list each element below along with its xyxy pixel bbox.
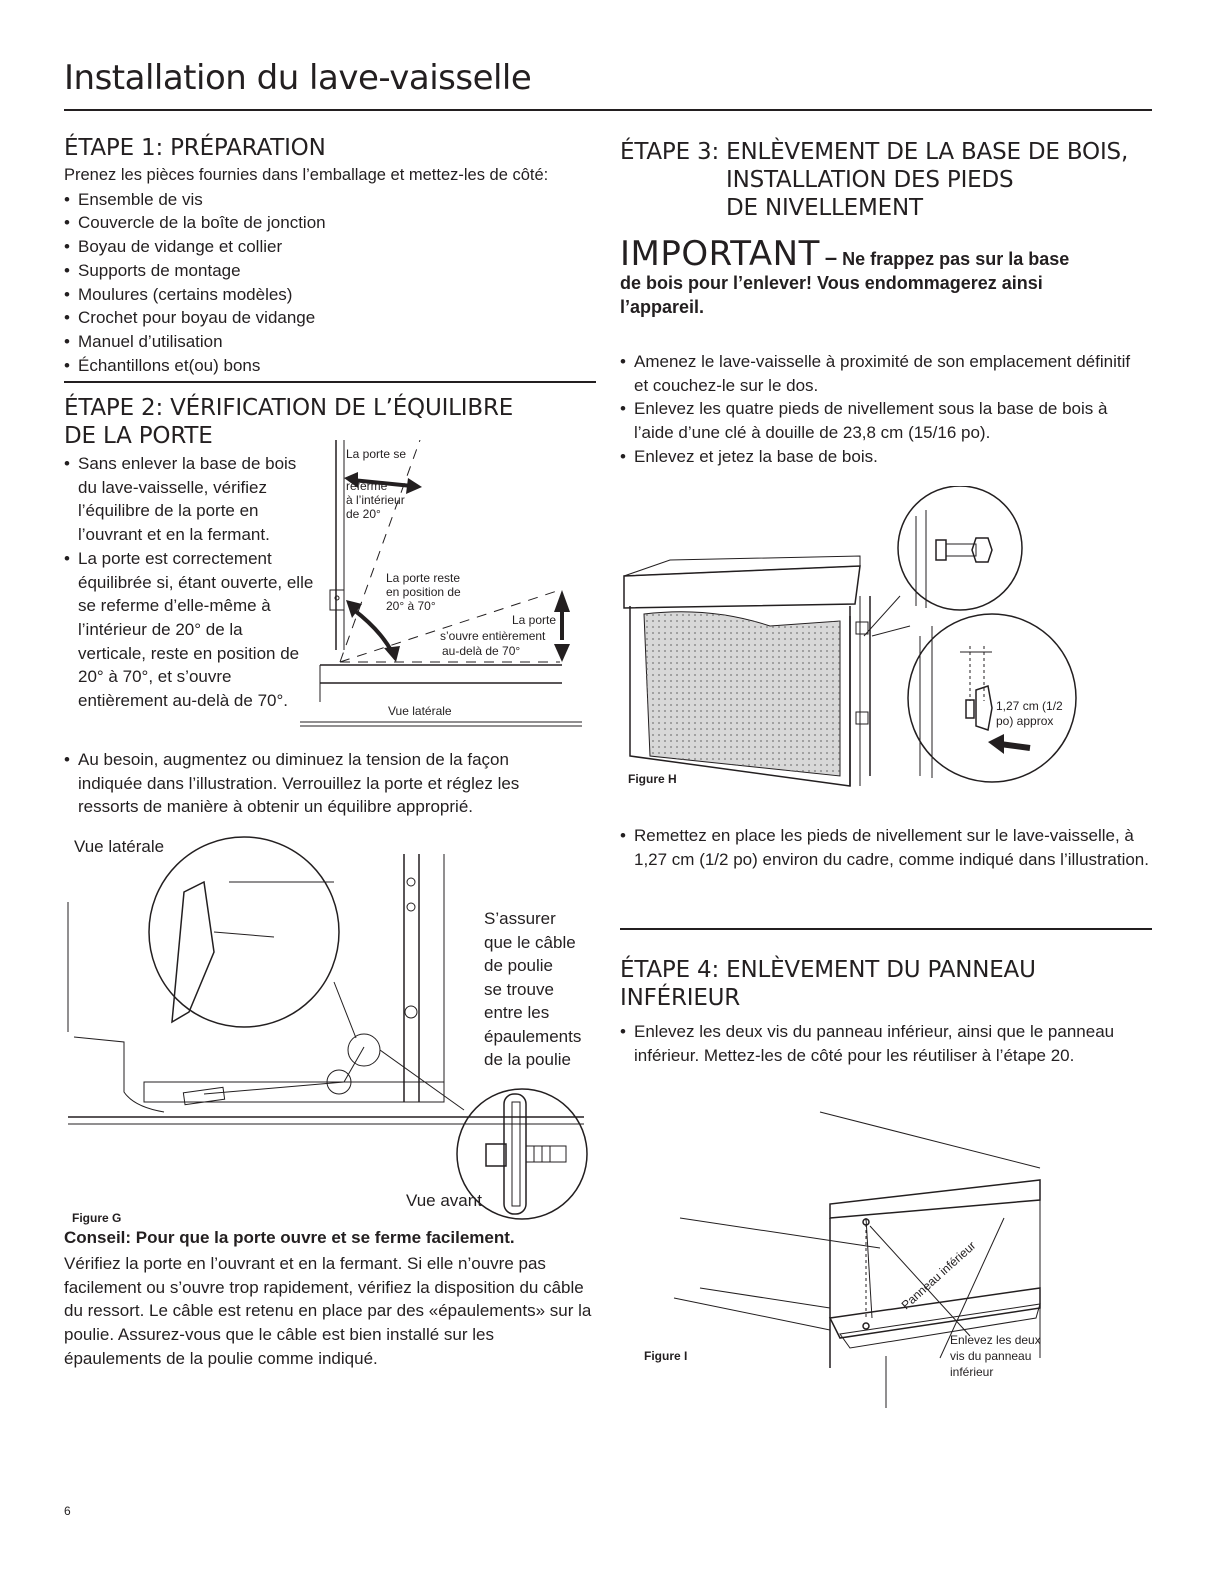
figure-g-note-5: entre les xyxy=(484,1003,550,1022)
step2-bullets-wide xyxy=(64,748,564,819)
figure-g-front-view: Vue avant xyxy=(406,1191,482,1210)
tip-body: Vérifiez la porte en l’ouvrant et en la fermant. Si elle n’ouvre pas facilement ou s’ouvre trop rapidement, vérifiez la disposition du câble du ressort. Le câble est retenu en place par des «épaulements» sur la poulie. Assurez-vous que le câble est bien installé sur les épaulements de la poulie comme indiqué. xyxy=(64,1254,592,1368)
step1-part-item: • Supports de montage xyxy=(64,259,596,283)
step1-part-item: • Moulures (certains modèles) xyxy=(64,283,596,307)
title-rule xyxy=(64,109,1152,111)
diagram-label-l3: à l’intérieur xyxy=(346,493,405,507)
important-text-1: Ne frappez pas sur la base xyxy=(842,249,1070,269)
diagram-label-r3: au-delà de 70° xyxy=(442,644,521,658)
step4-section xyxy=(620,956,1152,1012)
step2-bullet-3: • Au besoin, augmentez ou diminuez la tension de la façon indiquée dans l’illustration. Verrouillez la porte et réglez les ressorts de manière à obtenir un équilibre approprié. xyxy=(64,748,564,819)
step3-rule xyxy=(620,928,1152,930)
step1-parts-list xyxy=(64,188,596,378)
step3-bullet-1: • Amenez le lave-vaisselle à proximité de son emplacement définitif et couchez-le sur le dos. xyxy=(620,350,1140,397)
figure-g-note-6: épaulements xyxy=(484,1027,582,1046)
step2-heading-line2: DE LA PORTE xyxy=(64,423,213,449)
figure-g-side-view: Vue latérale xyxy=(74,837,165,856)
step3-section xyxy=(620,138,1152,222)
diagram-label-r1: La porte xyxy=(512,613,557,627)
tip-heading: Conseil: Pour que la porte ouvre et se ferme facilement. xyxy=(64,1228,515,1247)
important-dash: – xyxy=(824,245,838,270)
page-title: Installation du lave-vaisselle xyxy=(64,58,532,98)
step1-part-item: • Ensemble de vis xyxy=(64,188,596,212)
step4-bullets xyxy=(620,1020,1140,1067)
figure-h-dim-2: po) approx xyxy=(996,714,1054,728)
figure-g-illustration xyxy=(64,832,596,1232)
figure-i-screws-1: Enlevez les deux xyxy=(950,1333,1041,1347)
diagram-label-m1: La porte reste xyxy=(386,571,461,585)
step1-rule xyxy=(64,381,596,383)
step2-heading-line1: ÉTAPE 2: VÉRIFICATION DE L’ÉQUILIBRE xyxy=(64,395,514,421)
figure-i-screws-3: inférieur xyxy=(950,1365,994,1379)
step2-bullet-2: • La porte est correctement équilibrée si, étant ouverte, elle se referme d’elle-même à l’intérieur de 20° de la verticale, reste en position de 20° à 70°, et s’ouvre entièrement au-delà de 70°. xyxy=(64,547,314,713)
figure-g-note-3: de poulie xyxy=(484,956,554,975)
important-text-2: de bois pour l’enlever! Vous endommagerez ainsi xyxy=(620,273,1043,293)
step4-bullet-1: • Enlevez les deux vis du panneau inférieur, ainsi que le panneau inférieur. Mettez-les de côté pour les réutiliser à l’étape 20. xyxy=(620,1020,1140,1067)
step3-heading-line3: DE NIVELLEMENT xyxy=(726,195,923,221)
figure-g-note-7: de la poulie xyxy=(484,1050,571,1069)
step2-bullets-narrow xyxy=(64,452,314,713)
step1-part-item: • Couvercle de la boîte de jonction xyxy=(64,211,596,235)
step3-bullet-4: • Remettez en place les pieds de nivellement sur le lave-vaisselle, à 1,27 cm (1/2 po) environ du cadre, comme indiqué dans l’illustration. xyxy=(620,824,1150,871)
step3-bullets xyxy=(620,350,1140,469)
step1-heading: ÉTAPE 1: PRÉPARATION xyxy=(64,135,326,161)
figure-g-note-4: se trouve xyxy=(484,980,554,999)
step3-bullet-3: • Enlevez et jetez la base de bois. xyxy=(620,445,1140,469)
figure-i-illustration xyxy=(640,1108,1060,1418)
figure-h-illustration xyxy=(620,486,1080,796)
step3-heading-line2: INSTALLATION DES PIEDS xyxy=(726,167,1014,193)
diagram-label-m3: 20° à 70° xyxy=(386,599,436,613)
step1-part-item: • Échantillons et(ou) bons xyxy=(64,354,596,378)
figure-h-dim-1: 1,27 cm (1/2 xyxy=(996,699,1063,713)
door-balance-diagram xyxy=(300,440,590,740)
step3-bullet-2: • Enlevez les quatre pieds de nivellement sous la base de bois à l’aide d’une clé à douille de 23,8 cm (15/16 po). xyxy=(620,397,1140,444)
diagram-label-l2: referme xyxy=(346,479,388,493)
figure-i-panel-label: Panneau inférieur xyxy=(898,1238,979,1313)
figure-i-screws-2: vis du panneau xyxy=(950,1349,1032,1363)
step4-heading-line1: ÉTAPE 4: ENLÈVEMENT DU PANNEAU xyxy=(620,957,1036,983)
diagram-label-m2: en position de xyxy=(386,585,461,599)
step2-bullet-1: • Sans enlever la base de bois du lave-vaisselle, vérifiez l’équilibre de la porte en l’ouvrant et en la fermant. xyxy=(64,452,314,547)
figure-i-caption: Figure I xyxy=(644,1349,688,1363)
step1-section xyxy=(64,134,596,377)
step3-bullet-after xyxy=(620,824,1150,871)
important-notice xyxy=(620,234,1152,319)
figure-h-caption: Figure H xyxy=(628,772,677,786)
step3-heading-line1: ÉTAPE 3: ENLÈVEMENT DE LA BASE DE BOIS, xyxy=(620,139,1129,165)
step1-part-item: • Boyau de vidange et collier xyxy=(64,235,596,259)
step1-part-item: • Manuel d’utilisation xyxy=(64,330,596,354)
figure-g-note-1: S’assurer xyxy=(484,909,556,928)
page-number: 6 xyxy=(64,1504,71,1518)
important-word: IMPORTANT xyxy=(620,234,820,274)
important-text-3: l’appareil. xyxy=(620,297,705,317)
step1-part-item: • Crochet pour boyau de vidange xyxy=(64,306,596,330)
diagram-label-side: Vue latérale xyxy=(388,704,452,718)
diagram-label-l4: de 20° xyxy=(346,507,381,521)
figure-g-note-2: que le câble xyxy=(484,933,576,952)
figure-g-caption: Figure G xyxy=(72,1211,122,1225)
step1-intro: Prenez les pièces fournies dans l’emballage et mettez-les de côté: xyxy=(64,166,549,184)
step4-heading-line2: INFÉRIEUR xyxy=(620,985,741,1011)
diagram-label-l1: La porte se xyxy=(346,447,407,461)
diagram-label-r2: s’ouvre entièrement xyxy=(440,629,546,643)
